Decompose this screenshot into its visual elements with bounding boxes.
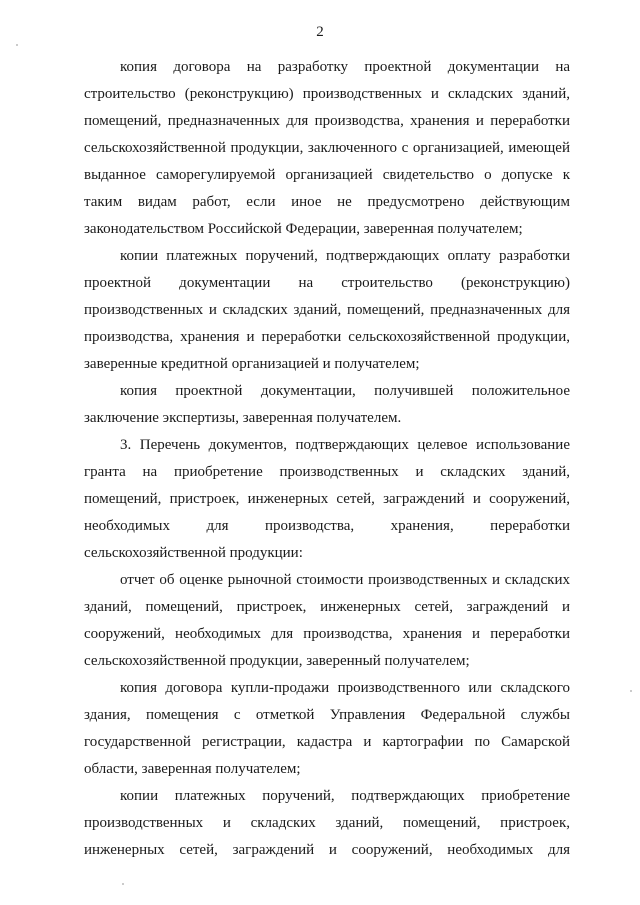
text-line: законодательством Российской Федерации, заверенная получателем;: [84, 221, 523, 237]
text-line: производства, хранения и переработки сельскохозяйственной продукции,: [84, 329, 570, 345]
text-line: здания, помещения с отметкой Управления Федеральной службы: [84, 707, 570, 723]
text-line: государственной регистрации, кадастра и картографии по Самарской: [84, 734, 570, 750]
text-line: копии платежных поручений, подтверждающих приобретение: [120, 788, 570, 804]
text-line: области, заверенная получателем;: [84, 761, 301, 777]
text-line: необходимых для производства, хранения, переработки: [84, 518, 570, 534]
text-line: инженерных сетей, заграждений и сооружений, необходимых для: [84, 842, 570, 858]
text-line: таким видам работ, если иное не предусмотрено действующим: [84, 194, 570, 210]
text-line: заверенные кредитной организацией и получателем;: [84, 356, 420, 372]
text-line: 3. Перечень документов, подтверждающих целевое использование: [120, 437, 570, 453]
text-line: сельскохозяйственной продукции, заверенный получателем;: [84, 653, 470, 669]
text-line: отчет об оценке рыночной стоимости производственных и складских: [120, 572, 570, 588]
text-line: сооружений, необходимых для производства, хранения и переработки: [84, 626, 570, 642]
text-line: копии платежных поручений, подтверждающих оплату разработки: [120, 248, 570, 264]
scan-speck: [122, 883, 124, 885]
text-line: копия договора на разработку проектной документации на: [120, 59, 570, 75]
text-line: сельскохозяйственной продукции, заключенного с организацией, имеющей: [84, 140, 570, 156]
text-line: заключение экспертизы, заверенная получателем.: [84, 410, 402, 426]
text-line: помещений, пристроек, инженерных сетей, заграждений и сооружений,: [84, 491, 570, 507]
text-line: производственных и складских зданий, помещений, пристроек,: [84, 815, 570, 831]
scan-speck: [16, 44, 18, 46]
text-line: производственных и складских зданий, помещений, предназначенных для: [84, 302, 570, 318]
scan-speck: [630, 690, 632, 692]
text-line: выданное саморегулируемой организацией свидетельство о допуске к: [84, 167, 570, 183]
text-line: копия договора купли-продажи производственного или складского: [120, 680, 570, 696]
text-line: сельскохозяйственной продукции:: [84, 545, 303, 561]
page-number: 2: [316, 24, 324, 40]
text-line: строительство (реконструкцию) производственных и складских зданий,: [84, 86, 570, 102]
text-line: гранта на приобретение производственных и складских зданий,: [84, 464, 570, 480]
text-line: зданий, помещений, пристроек, инженерных сетей, заграждений и: [84, 599, 570, 615]
text-line: помещений, предназначенных для производства, хранения и переработки: [84, 113, 570, 129]
text-line: копия проектной документации, получившей положительное: [120, 383, 570, 399]
text-line: проектной документации на строительство (реконструкцию): [84, 275, 570, 291]
